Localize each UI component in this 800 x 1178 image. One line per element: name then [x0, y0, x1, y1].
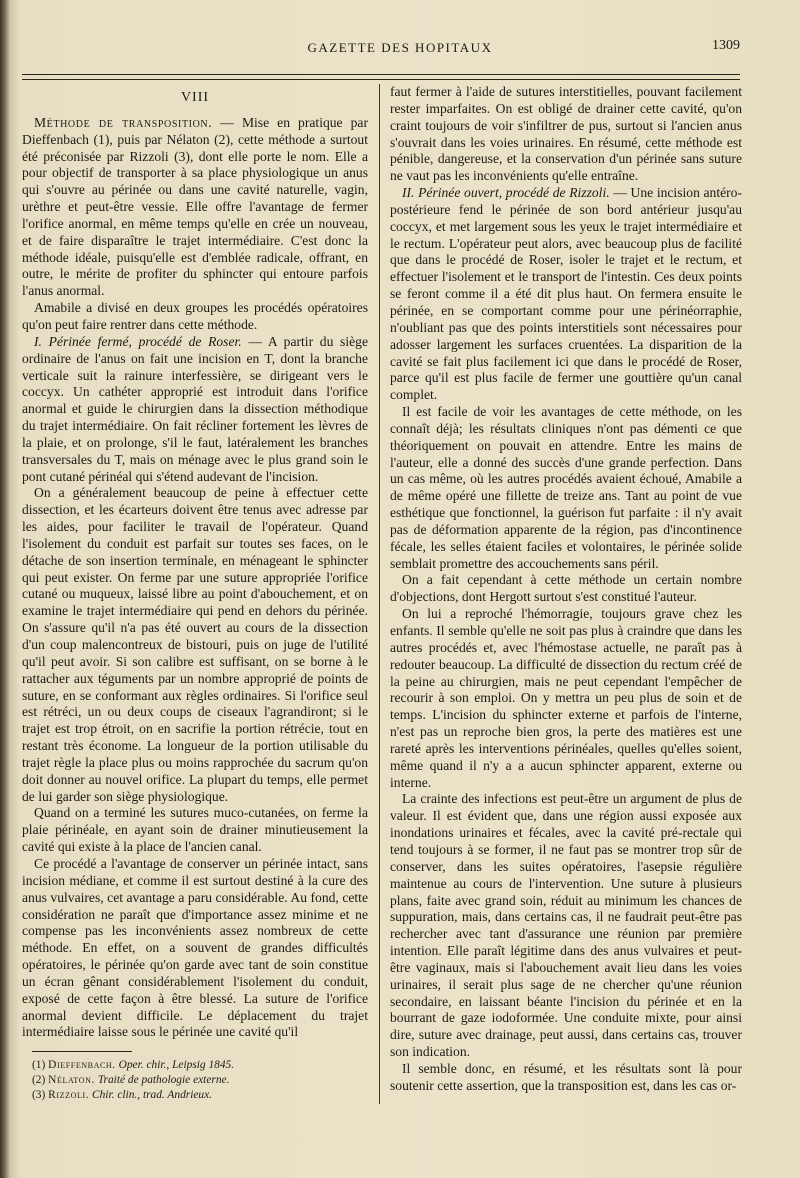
- paragraph: [22, 334, 368, 486]
- paragraph: Il est facile de voir les avantages de cette méthode, on les connaît déjà; les résultats cliniques n'ont pas démenti ce que théoriquement on pouvait en attendre. Entre les mains de l'auteur, elle a donné des succès d'une grande perfection. Dans un cas même, où les autres procédés avaient échoué, Amabile a de même opéré une fillette de treize ans. Tant au point de vue esthétique que fonctionnel, la guérison fut parfaite : il n'y avait pas de déformation apparente de la région, pas d'incontinence fécale, les selles étaient faciles et volontaires, le périnée solide semblait promettre des accouchements sans péril.: [390, 404, 742, 571]
- paragraph: On a fait cependant à cette méthode un certain nombre d'objections, dont Hergott surtout s'est constitué l'auteur.: [390, 572, 742, 605]
- header-rule: [22, 74, 740, 80]
- footnote-number: (2): [32, 1074, 49, 1087]
- paragraph-text: — Mise en pratique par Dieffenbach (1), puis par Nélaton (2), cette méthode a surtout été préconisée par Rizzoli (3), dont elle porte le nom. Elle a pour objectif de transporter à sa place physiologique un anus qui s'ouvre au périnée ou dans une cavité naturelle, vagin, urèthre et peut-être vessie. Elle offre l'avantage de fermer l'orifice anormal, en même temps qu'elle en crée un nouveau, et de faire disparaître le trajet intermédiaire. C'est donc la méthode idéale, puisqu'elle est d'emblée radicale, offrant, en outre, le mérite de profiter du sphincter qui entoure parfois l'anus anormal.: [22, 114, 368, 299]
- paragraph: On a généralement beaucoup de peine à effectuer cette dissection, et les écarteurs doivent être tenus avec adresse par les aides, pour faciliter le travail de l'opérateur. Quand l'isolement du conduit est parfait sur toutes ses faces, on le détache de son insertion terminale, en ménageant le sphincter qui peut exister. On ferme par une suture appropriée l'orifice cutané ou muqueux, laissé libre au point d'abouchement, et on examine le trajet intermédiaire qui pend en dehors du périnée. On s'assure qu'il n'a pas été ouvert au cours de la dissection d'un coup malencontreux de bistouri, puis on juge de l'utilité qu'il peut avoir. Si son calibre est suffisant, on se borne à le rattacher aux téguments par un nombre approprié de points de suture, en se conformant aux règles ordinaires. Si l'orifice seul est rétréci, un ou deux coups de ciseaux l'agrandiront; si le trajet est trop étroit, on en sacrifie la portion rétrécie, tout en restant très économe. La longueur de la portion utilisable du trajet règle la place plus ou moins rapprochée du sacrum qu'on doit donner au nouvel orifice. La plupart du temps, elle permet de lui garder son siège physiologique.: [22, 485, 368, 804]
- footnote-rule: [32, 1051, 132, 1052]
- footnote-number: (1): [32, 1059, 49, 1072]
- paragraph-text: — A partir du siège ordinaire de l'anus on fait une incision en T, dont la branche verticale suit la rainure interfessière, se dirigeant vers le coccyx. Un cathéter approprié est introduit dans l'orifice anormal et guide le chirurgien dans la dissection méthodique du trajet intermédiaire. On fait récliner fortement les lèvres de la plaie, et on prolonge, s'il le faut, latéralement les branches transversales du T, mais on ménage avec le plus grand soin le pont cutané périnéal qui s'étend audevant de l'incision.: [22, 333, 368, 484]
- column-divider: [379, 84, 380, 1104]
- footnote-number: (3): [32, 1089, 49, 1102]
- paragraph: Amabile a divisé en deux groupes les procédés opératoires qu'on peut faire rentrer dans cette méthode.: [22, 300, 368, 332]
- paragraph-text: — Une incision antéro-postérieure fend le périnée de son bord antérieur jusqu'au coccyx, et met largement sous les yeux le trajet intermédiaire et le rectum. L'opérateur peut alors, avec beaucoup plus de facilité que dans le procédé de Roser, isoler le trajet et le rectum, et effectuer l'isolement et le transport de l'intestin. Ces deux points se feront comme il a été dit plus haut. On fermera ensuite le périnée, en se comportant comme pour une périnéorraphie, n'oubliant pas que des points interstitiels sont nécessaires pour adosser largement les surfaces cruentées. La disparition de la cavité se fait plus facilement ici que dans le procédé de Roser, parce qu'il est plus facile de fermer une gouttière qu'un canal complet.: [390, 185, 743, 403]
- subsection-heading: I. Périnée fermé, procédé de Roser.: [34, 333, 242, 349]
- running-title: GAZETTE DES HOPITAUX: [307, 40, 493, 55]
- paragraph: Il semble donc, en résumé, et les résultats sont là pour soutenir cette assertion, que la transposition est, dans les cas or-: [390, 1060, 742, 1093]
- paragraph: Quand on a terminé les sutures muco-cutanées, on ferme la plaie périnéale, en ayant soin de drainer minutieusement la cavité qui existe à la place de l'ancien canal.: [22, 805, 368, 855]
- footnote-text: Chir. clin., trad. Andrieux.: [89, 1089, 213, 1102]
- footnote: [22, 1088, 368, 1103]
- footnote-text: Traité de pathologie externe.: [94, 1074, 230, 1087]
- paragraph: La crainte des infections est peut-être un argument de plus de valeur. Il est évident que, dans une région aussi exposée aux inondations urinaires et fécales, avec la cavité pré-rectale qui tend toujours à se former, il ne faut pas se montrer trop sûr de conserver, dans les suites opératoires, l'asepsie régulière maintenue au cours de l'intervention. Une suture à plusieurs plans, faite avec grand soin, réduit au minimum les chances de suppuration, mais, dans certains cas, il ne faudrait peut-être pas rechercher avec tant d'assurance une réunion par première intention. Elle paraît légitime dans des anus vulvaires et peut-être vaginaux, mais si l'abouchement avait lieu dans les voies urinaires, il serait plus sage de ne chercher qu'une réunion secondaire, en laissant béante l'incision du périnée et en la bourrant de gaze iodoformée. Une conduite mixte, pour ainsi dire, suture avec drainage, peut aussi, dans certains cas, trouver son indication.: [390, 791, 742, 1060]
- page-number: 1309: [712, 38, 740, 53]
- section-number: VIII: [180, 90, 210, 105]
- footnote-author: Nélaton.: [48, 1074, 95, 1087]
- paragraph: On lui a reproché l'hémorragie, toujours grave chez les enfants. Il semble qu'elle ne soit pas plus à craindre que dans les autres procédés et, avec l'hémostase actuelle, ne paraît pas à redouter beaucoup. La difficulté de dissection du rectum créé de la peine au chirurgien, mais ne peut cependant l'empêcher de recourir à son emploi. On y mettra un peu plus de soin et de temps. L'incision du sphincter externe et parfois de l'interne, n'est pas un reproche bien gros, la perte des matières est une rareté après les interventions périnéales, quelles qu'elles soient, même quand il n'y a a aucun sphincter apparent, externe ou interne.: [390, 606, 742, 790]
- paragraph: [390, 185, 742, 404]
- right-column: [390, 84, 742, 1095]
- paragraph: faut fermer à l'aide de sutures interstitielles, pouvant facilement rester imparfaites. On est obligé de drainer cette cavité, qu'on craint toujours de voir s'infiltrer de pus, surtout si l'ancien anus s'ouvrait dans les voies urinaires. En résumé, cette méthode est pénible, dangereuse, et la conservation d'un périnée sans suture ne vaut pas les inconvénients qu'elle entraîne.: [390, 84, 742, 184]
- footnote-author: Dieffenbach.: [48, 1059, 116, 1072]
- left-column: [22, 84, 368, 1103]
- footnote: [22, 1058, 368, 1073]
- footnote-author: Rizzoli.: [48, 1089, 90, 1102]
- paragraph: Ce procédé a l'avantage de conserver un périnée intact, sans incision médiane, et comme il est surtout destiné à la cure des anus vulvaires, cet avantage a paru considérable. Au fond, cette considération ne paraît que d'importance assez minime et ne compense pas les inconvénients assez nombreux de cette méthode. En effet, on a souvent de grandes difficultés opératoires, le périnée qu'on garde avec tant de soin constitue un écran gênant considérablement l'isolement du conduit, exposé de cette façon à être blessé. La suture de l'orifice anormal devient difficile. Le déplacement du trajet intermédiaire laisse sous le périnée une cavité qu'il: [22, 855, 368, 1040]
- paragraph: [22, 115, 368, 300]
- footnotes: [22, 1058, 368, 1103]
- subsection-heading: II. Périnée ouvert, procédé de Rizzoli.: [402, 185, 610, 201]
- footnote: [22, 1073, 368, 1088]
- section-heading: Méthode de transposition.: [34, 114, 213, 130]
- footnote-text: Oper. chir., Leipsig 1845.: [115, 1059, 235, 1072]
